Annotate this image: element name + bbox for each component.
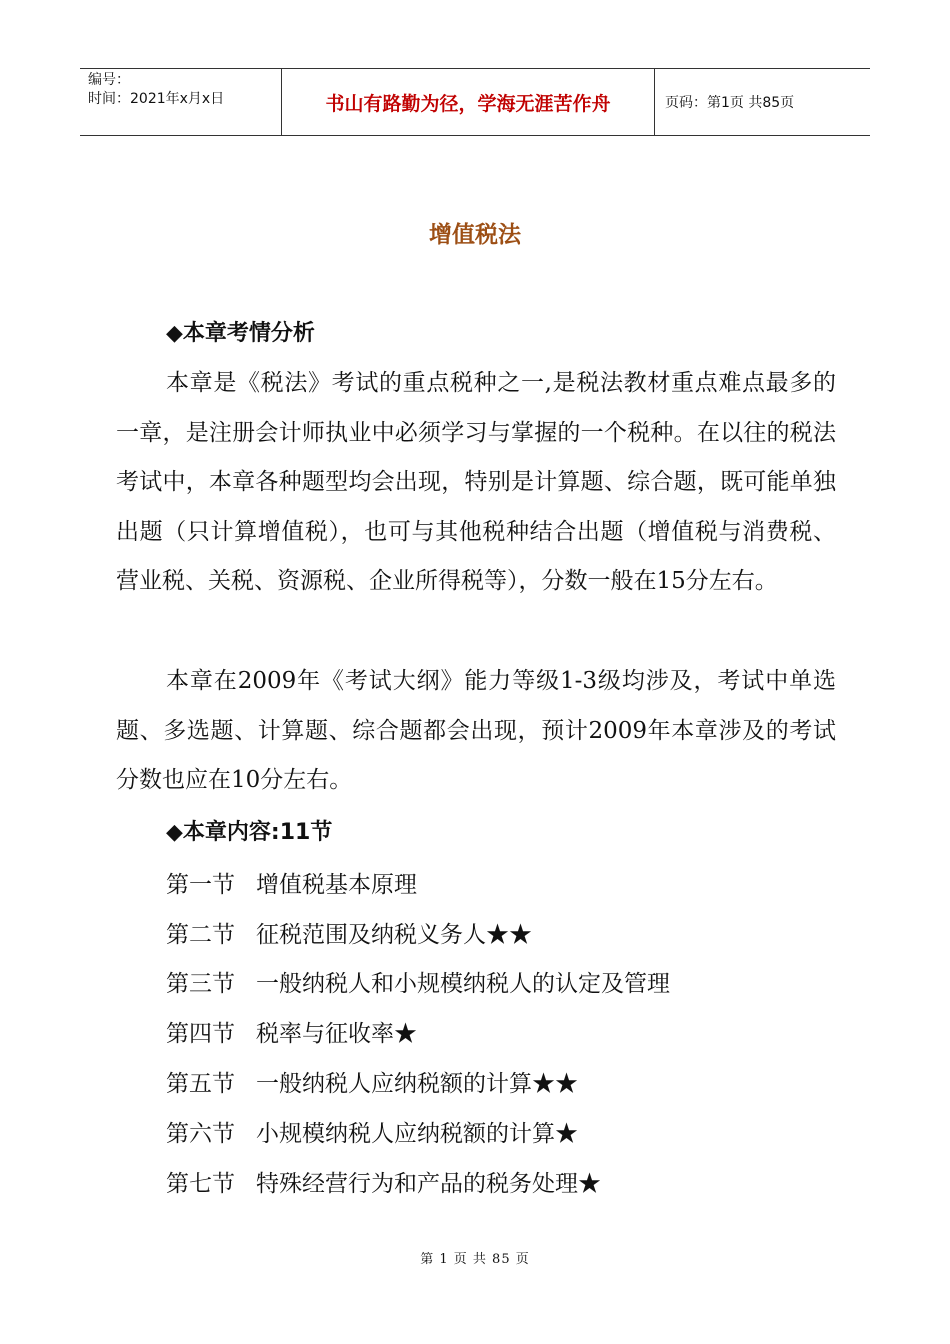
toc-item-text: 特殊经营行为和产品的税务处理★ bbox=[256, 1171, 601, 1197]
toc-item-number: 第三节 bbox=[166, 971, 235, 997]
toc-item bbox=[166, 916, 532, 949]
toc-item-number: 第六节 bbox=[166, 1121, 235, 1147]
header-motto: 书山有路勤为径，学海无涯苦作舟 bbox=[282, 69, 655, 135]
toc-item-text: 小规模纳税人应纳税额的计算★ bbox=[256, 1121, 578, 1147]
toc-item bbox=[166, 965, 670, 998]
toc-item bbox=[166, 1015, 417, 1048]
toc-item bbox=[166, 1165, 601, 1198]
paragraph-analysis-2: 本章在2009年《考试大纲》能力等级1-3级均涉及，考试中单选题、多选题、计算题、综合题都会出现，预计2009年本章涉及的考试分数也应在10分左右。 bbox=[116, 668, 836, 793]
toc-item-text: 税率与征收率★ bbox=[256, 1021, 417, 1047]
toc-item-text: 增值税基本原理 bbox=[256, 872, 417, 898]
toc-item-number: 第一节 bbox=[166, 872, 235, 898]
toc-item-text: 一般纳税人应纳税额的计算★★ bbox=[256, 1071, 578, 1097]
toc-item bbox=[166, 1065, 578, 1098]
section-heading-contents: ◆本章内容:11节 bbox=[166, 820, 333, 845]
header-time-label: 时间：2021年x月x日 bbox=[88, 91, 225, 107]
toc-item bbox=[166, 1115, 578, 1148]
toc-item-number: 第五节 bbox=[166, 1071, 235, 1097]
toc-item-number: 第二节 bbox=[166, 922, 235, 948]
toc-item bbox=[166, 866, 417, 899]
page-footer: 第 1 页 共 85 页 bbox=[420, 1252, 530, 1267]
page-header bbox=[80, 68, 870, 136]
paragraph-analysis-1: 本章是《税法》考试的重点税种之一,是税法教材重点难点最多的一章，是注册会计师执业中必须学习与掌握的一个税种。在以往的税法考试中，本章各种题型均会出现，特别是计算题、综合题，既可能单独出题（只计算增值税），也可与其他税种结合出题（增值税与消费税、营业税、关税、资源税、企业所得税等），分数一般在15分左右。 bbox=[116, 370, 836, 594]
toc-item-text: 征税范围及纳税义务人★★ bbox=[256, 922, 532, 948]
header-meta-cell bbox=[80, 69, 282, 135]
toc-item-number: 第四节 bbox=[166, 1021, 235, 1047]
document-title: 增值税法 bbox=[429, 222, 521, 248]
toc-item-text: 一般纳税人和小规模纳税人的认定及管理 bbox=[256, 971, 670, 997]
header-number-label: 编号： bbox=[88, 72, 130, 88]
section-heading-analysis: ◆本章考情分析 bbox=[166, 321, 315, 346]
toc-item-number: 第七节 bbox=[166, 1171, 235, 1197]
header-page-info: 页码：第1页 共85页 bbox=[665, 95, 795, 111]
